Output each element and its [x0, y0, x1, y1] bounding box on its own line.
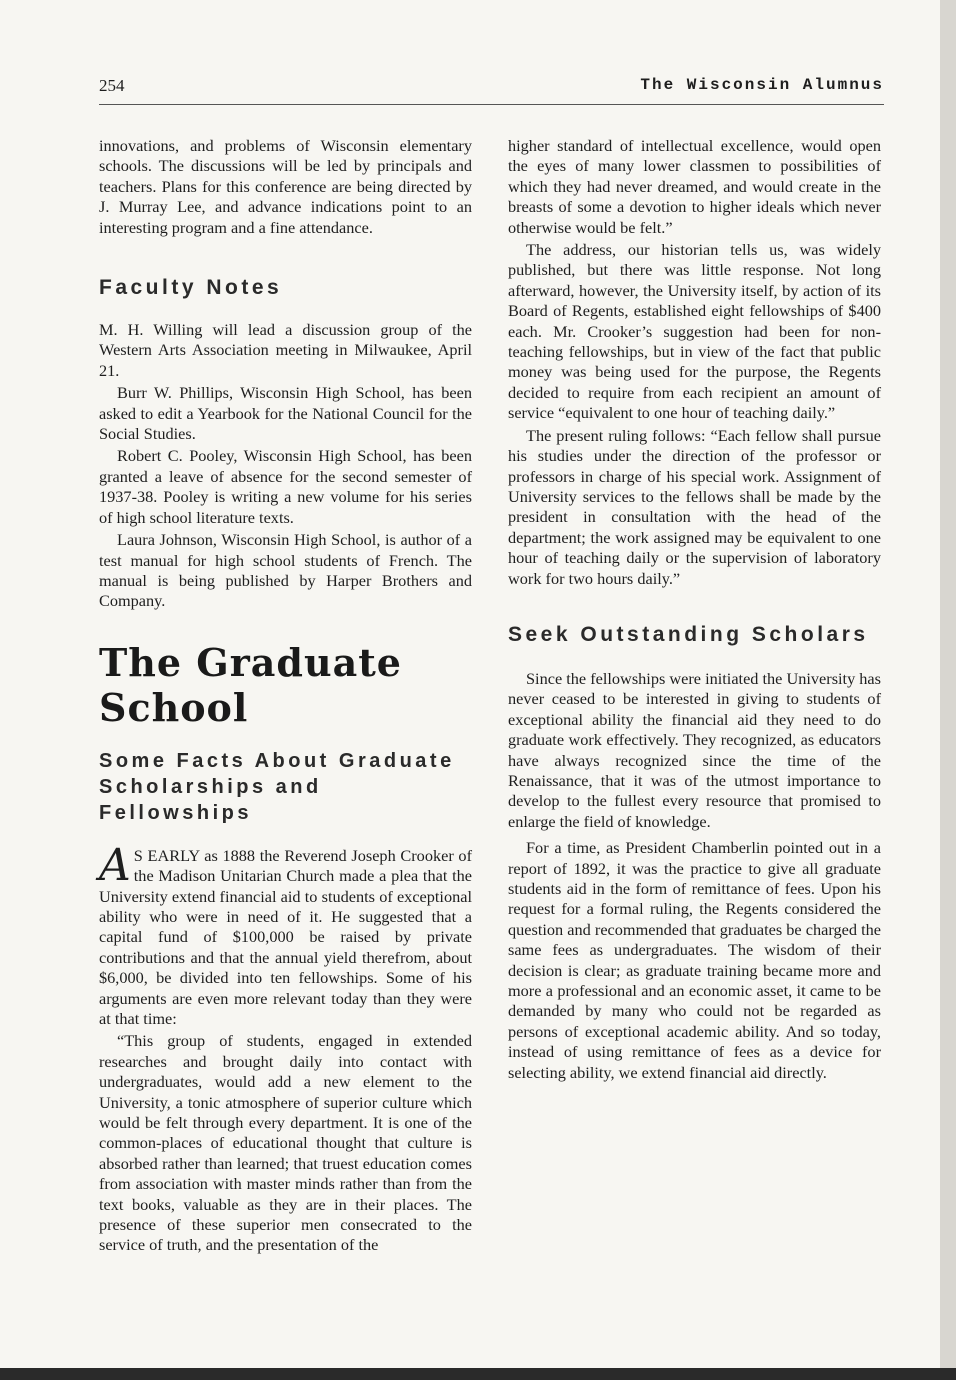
article-first-paragraph: S EARLY as 1888 the Reverend Joseph Crooker of the Madison Unitarian Church made a plea that the University extend financial aid to students of exceptional ability who were in need of it. He suggested that a capital fund of $100,000 be raised by private contributions and that the annual yield therefrom, about $6,000, be divided into ten fellowships. Some of his arguments are even more relevant today than they were at that time: [99, 845, 472, 1028]
drop-cap: A [99, 839, 131, 891]
article-quote: “This group of students, engaged in extended researches and brought daily into contact with undergraduates, would add a new element to the University, a tonic atmosphere of superior culture which would be felt through every department. It is one of the common-places of educational thought that culture is absorbed rather than learned; that truest education comes from association with master minds rather than from the text books, valuable as they are in their places. The presence of these superior men consecrated to the service of truth, and the presentation of the [99, 1031, 472, 1255]
article-heading: Some Facts About Graduate Scholarships and Fellowships [99, 749, 455, 824]
page-number: 254 [99, 76, 125, 95]
faculty-note: M. H. Willing will lead a discussion group of the Western Arts Association meeting in Milwaukee, April 21. [99, 320, 472, 380]
quote-continuation: higher standard of intellectual excellence, would open the eyes of many lower classmen to possibilities of which they had never dreamed, and would create in the breasts of some a devotion to higher ideals which never otherwise would be felt.” [508, 136, 881, 237]
scholars-section [508, 669, 881, 1083]
faculty-note: Burr W. Phillips, Wisconsin High School, has been asked to edit a Yearbook for the National Council for the Social Studies. [99, 383, 472, 444]
article-paragraph: The present ruling follows: “Each fellow shall pursue his studies under the direction of the professor or professors in charge of his special work. Assignment of University services to the fellows shall be made by the president in consultation with the head of the department; the work assigned may be equivalent to one hour of teaching daily or the supervision of laboratory work for two hours daily.” [508, 425, 881, 588]
article-paragraph: The address, our historian tells us, was widely published, but there was little response. Not long afterward, however, the University itself, by action of its Board of Regents, established eight fellowships of $400 each. Mr. Crooker’s suggestion had been for non-teaching fellowships, but in view of the fact that public money was being used for the purpose, the Regents decided to require from each recipient an amount of service “equivalent to one hour of teaching daily.” [508, 240, 881, 423]
scan-bottom-edge [0, 1368, 956, 1380]
faculty-note: Laura Johnson, Wisconsin High School, is author of a test manual for high school students of French. The manual is being published by Harper Brothers and Company. [99, 530, 472, 611]
article-opening [99, 839, 472, 1030]
faculty-notes-heading: Faculty Notes [99, 276, 283, 300]
intro-paragraph: innovations, and problems of Wisconsin elementary schools. The discussions will be led by principals and teachers. Plans for this conference are being directed by J. Murray Lee, and advance indications point to an interesting program and a fine attendance. [99, 136, 472, 237]
left-column [99, 136, 472, 1256]
page-edge-shadow [940, 0, 956, 1368]
scholars-paragraph: Since the fellowships were initiated the University has never ceased to be interested in giving to students of exceptional ability the financial aid they need to do graduate work effectively. They recognized, as educators have always recognized since the time of the Renaissance, that it was of the utmost importance to develop to the fullest every resource that promised to enlarge the field of knowledge. [508, 668, 881, 831]
running-title: The Wisconsin Alumnus [640, 76, 884, 94]
section-title: The Graduate School [99, 639, 402, 730]
scholars-paragraph: For a time, as President Chamberlin pointed out in a report of 1892, it was the practice to give all graduate students aid in the form of remittance of fees. Upon his request for a formal ruling, the Regents considered the question and recommended that graduates be charged the same fees as undergraduates. The wisdom of their decision is clear; as graduate training became more and more a professional and an economic asset, it came to be demanded by many who could not be regarded as persons of exceptional academic ability. And so today, instead of using remittance of fees as a device for selecting ability, we extend financial aid directly. [508, 838, 881, 1082]
faculty-note: Robert C. Pooley, Wisconsin High School, has been granted a leave of absence for the second semester of 1937-38. Pooley is writing a new volume for his series of high school literature texts. [99, 446, 472, 527]
header-rule [99, 104, 884, 105]
page-header [99, 76, 884, 102]
faculty-notes [99, 320, 472, 612]
scholars-heading: Seek Outstanding Scholars [508, 622, 869, 646]
right-column [508, 136, 881, 1083]
